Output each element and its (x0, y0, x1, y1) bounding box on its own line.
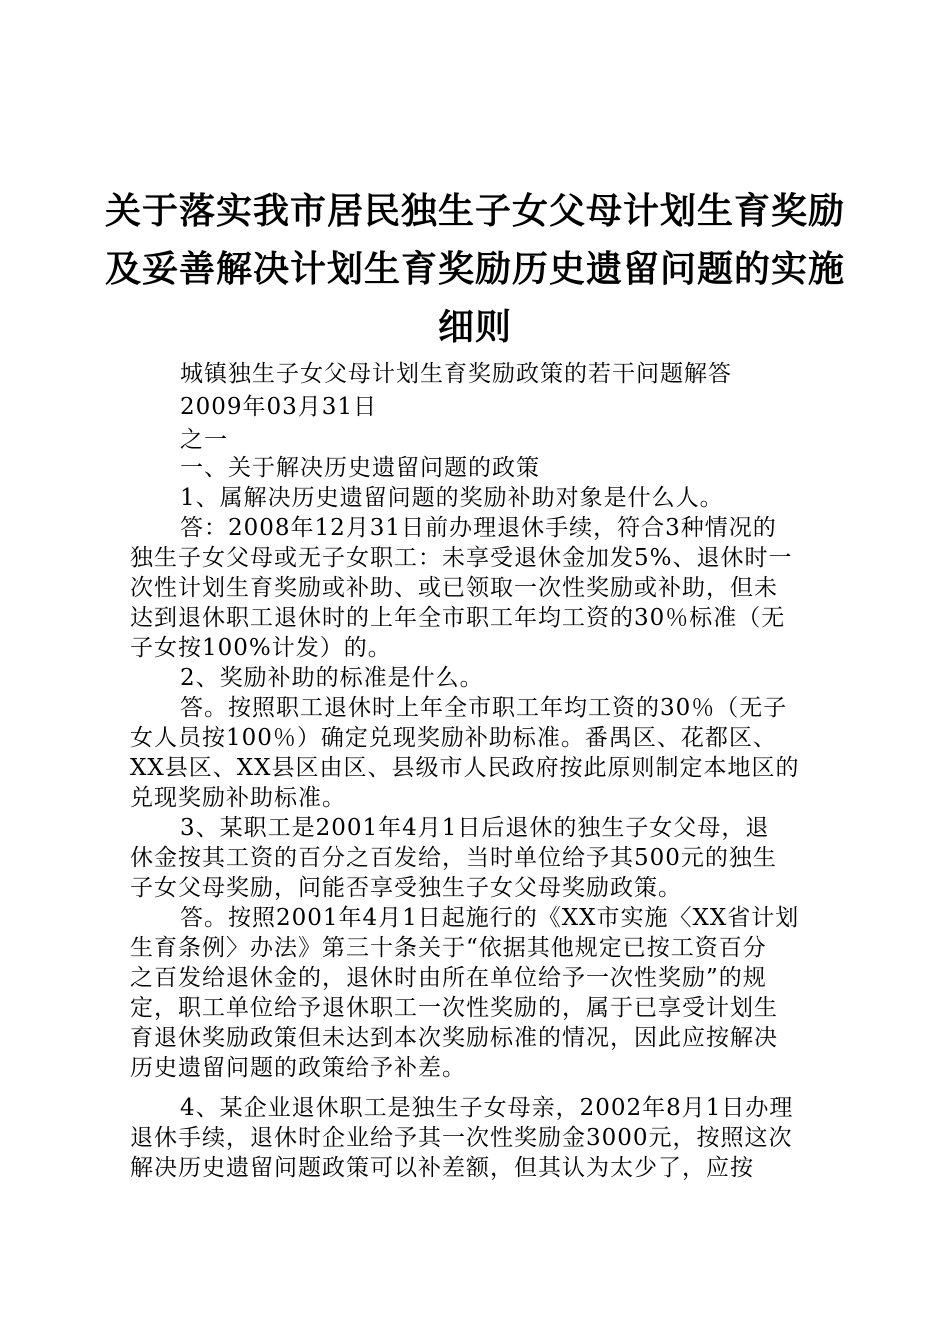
question-3-line: 3、某职工是2001年4月1日后退休的独生子女父母，退 (180, 815, 770, 841)
subtitle: 城镇独生子女父母计划生育奖励政策的若干问题解答 (180, 361, 732, 387)
answer-2-line: 答。按照职工退休时上年全市职工年均工资的30％（无子 (180, 695, 788, 721)
question-3-line: 休金按其工资的百分之百发给，当时单位给予其500元的独生 (130, 845, 777, 871)
question-2: 2、奖励补助的标准是什么。 (180, 665, 484, 691)
answer-2-line: 兑现奖励补助标准。 (130, 785, 346, 811)
question-4-line: 4、某企业退休职工是独生子女母亲，2002年8月1日办理 (180, 1095, 794, 1121)
answer-3-line: 育退休奖励政策但未达到本次奖励标准的情况，因此应按解决 (130, 1025, 778, 1051)
answer-3-line: 生育条例〉办法》第三十条关于“依据其他规定已按工资百分 (130, 935, 767, 961)
answer-1-line: 达到退休职工退休时的上年全市职工年均工资的30％标准（无 (130, 605, 786, 631)
part-label: 之一 (180, 427, 228, 453)
answer-3-line: 之百发给退休金的，退休时由所在单位给予一次性奖励”的规 (130, 965, 767, 991)
answer-1-line: 次性计划生育奖励或补助、或已领取一次性奖励或补助，但未 (130, 575, 778, 601)
answer-3-line: 定，职工单位给予退休职工一次性奖励的，属于已享受计划生 (130, 995, 778, 1021)
question-1: 1、属解决历史遗留问题的奖励补助对象是什么人。 (180, 485, 724, 511)
answer-2-line: XX县区、XX县区由区、县级市人民政府按此原则制定本地区的 (130, 755, 800, 781)
answer-1-line: 子女按100%计发）的。 (130, 635, 392, 661)
answer-2-line: 女人员按100％）确定兑现奖励补助标准。番禺区、花都区、 (130, 725, 777, 751)
answer-1-line: 独生子女父母或无子女职工：未享受退休金加发5%、退休时一 (130, 545, 793, 571)
answer-3-line: 历史遗留问题的政策给予补差。 (130, 1055, 466, 1081)
document-title-line-3: 细则 (437, 307, 512, 348)
document-title-line-2: 及妥善解决计划生育奖励历史遗留问题的实施 (104, 249, 845, 290)
answer-3-line: 答。按照2001年4月1日起施行的《XX市实施〈XX省计划 (180, 905, 800, 931)
publish-date: 2009年03月31日 (180, 394, 378, 420)
question-4-line: 退休手续，退休时企业给予其一次性奖励金3000元，按照这次 (130, 1125, 793, 1151)
question-4-line: 解决历史遗留问题政策可以补差额，但其认为太少了，应按 (130, 1155, 754, 1181)
document-title-line-1: 关于落实我市居民独生子女父母计划生育奖励 (104, 191, 845, 232)
answer-1-line: 答：2008年12月31日前办理退休手续，符合3种情况的 (180, 515, 777, 541)
section-heading: 一、关于解决历史遗留问题的政策 (180, 455, 540, 481)
question-3-line: 子女父母奖励，问能否享受独生子女父母奖励政策。 (130, 875, 682, 901)
